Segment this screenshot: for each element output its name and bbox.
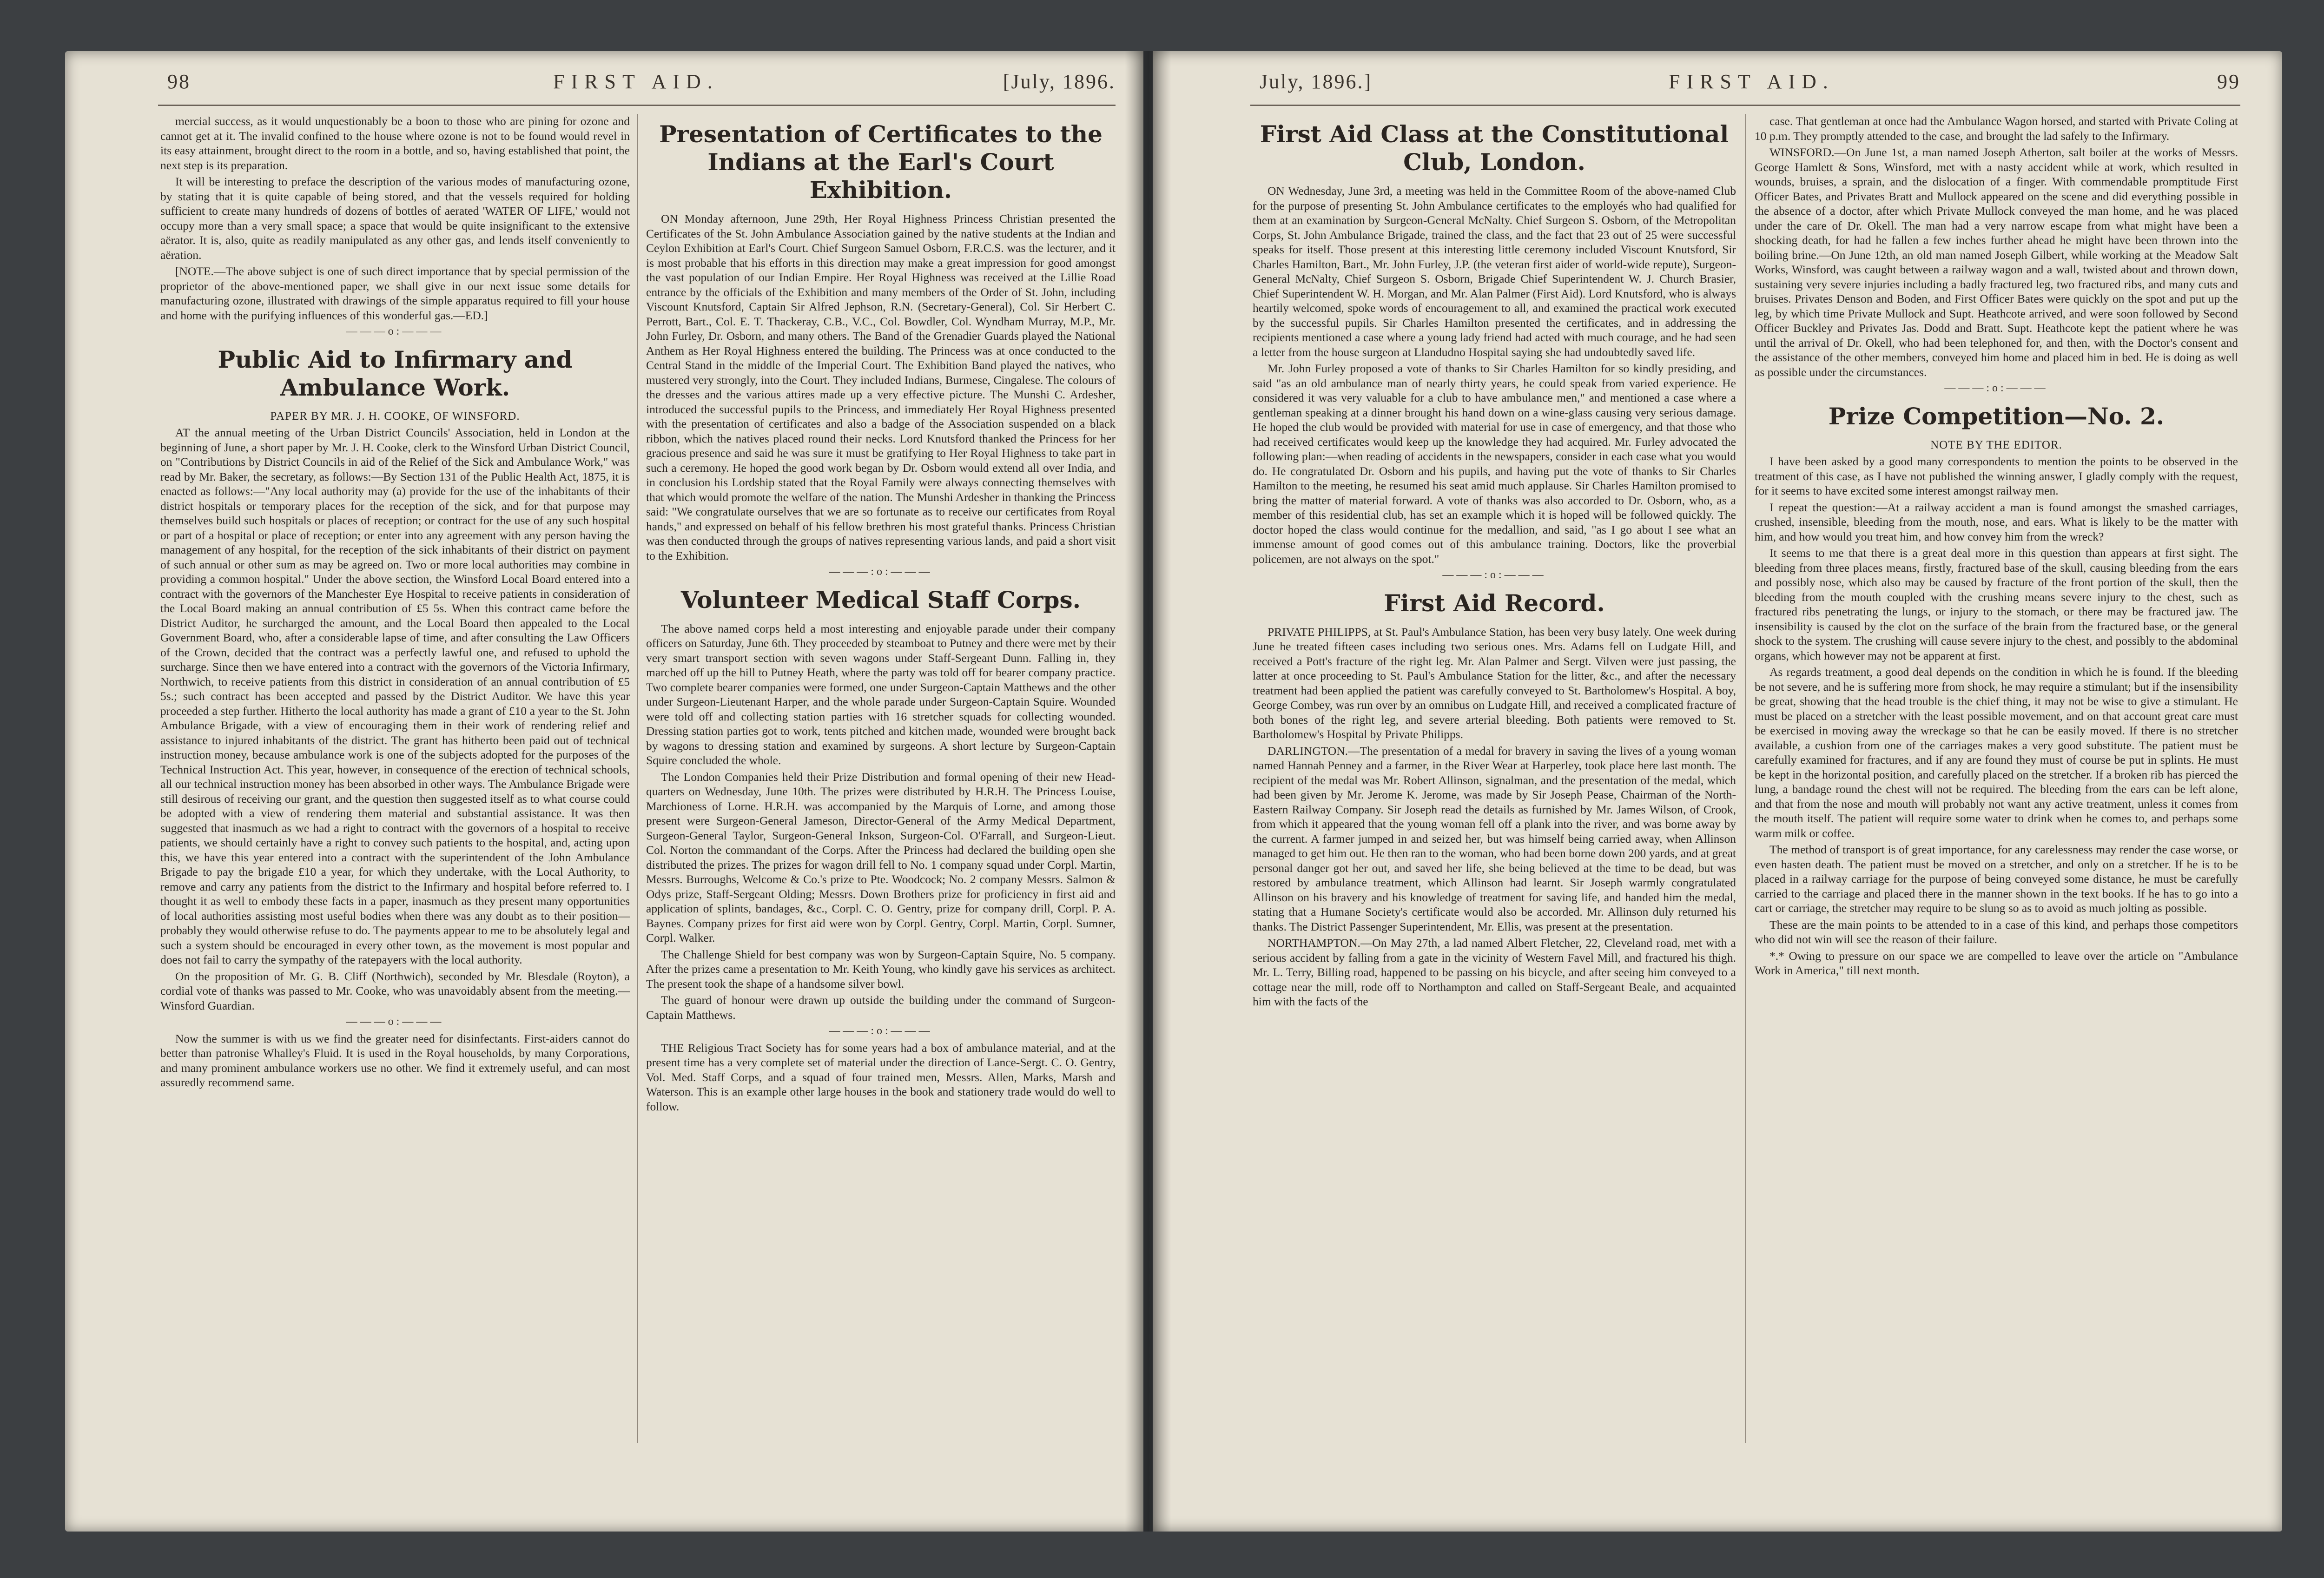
article-paragraph: mercial success, as it would unquestionably be a boon to those who are pining for ozone and cannot get at it. The invalid confined to the house where ozone is not to be found would revel in its easy attainment, brought direct to the room in a bottle, and so, having established that point, the next step is its preparation. xyxy=(160,114,630,172)
article-paragraph: It seems to me that there is a great deal more in this question than appears at first sight. The bleeding from three places means, firstly, fractured base of the skull, causing bleeding from the ears and possibly nose, which also may be caused by fracture of the front portion of the skull, then the bleeding from the mouth coupled with the crushing means severe injury to the chest, such as fractured ribs penetrating the lungs, or injury to the stomach, or there may be fractured jaw. The insensibility is caused by the clot on the surface of the brain from the fractured base, or the general shock to the system. The crushing will cause severe injury to the chest, and possibly to the abdominal organs, which however may not be apparent at first. xyxy=(1755,546,2238,662)
article-heading: Volunteer Medical Staff Corps. xyxy=(680,586,1081,614)
book-gutter xyxy=(1125,51,1171,1532)
article-paragraph: The above named corps held a most interesting and enjoyable parade under their company officers on Saturday, June 6th. They proceeded by steamboat to Putney and there were met by their very smart transport section with seven wagons under Staff-Sergeant Dunn. Falling in, they marched off up the hill to Putney Heath, where the party was told off for bearer company practice. Two complete bearer companies were formed, one under Surgeon-Captain Matthews and the other under Surgeon-Lieutenant Harper, and the whole parade under Surgeon-Captain Squire. Wounded were told off and collecting station parties with 16 stretcher squads for collecting wounded. Dressing station parties got to work, tents pitched and kitchen made, wounded were brought back by wagons to dressing station and examined by surgeons. A short lecture by Surgeon-Captain Squire concluded the whole. xyxy=(646,621,1116,767)
article-paragraph: The London Companies held their Prize Distribution and formal opening of their new Head-quarters on Wednesday, June 10th. The prizes were distributed by H.R.H. The Princess Louise, Marchioness of Lorne. H.R.H. was accompanied by the Marquis of Lorne, and among those present were Surgeon-General Jameson, Director-General of the Army Medical Department, Surgeon-General Taylor, Surgeon-General Inkson, Surgeon-Col. O'Farrall, and Surgeon-Lieut. Col. Norton the commandant of the Corps. After the Princess had declared the building open she distributed the prizes. The prizes for wagon drill fell to No. 1 company squad under Corpl. Martin, Messrs. Burroughs, Welcome & Co.'s prize to Pte. Woodcock; No. 2 company Messrs. Salmon & Odys prize, Staff-Sergeant Olding; Messrs. Down Brothers prize for proficiency in first aid and application of splints, bandages, &c., Corpl. C. O. Gentry, prize for company drill, Corpl. P. A. Baynes. Company prizes for first aid were won by Corpl. Gentry, Corpl. Martin, Corpl. Sumner, Corpl. Walker. xyxy=(646,770,1116,944)
right-page-header xyxy=(1260,70,2240,102)
article-paragraph: The guard of honour were drawn up outside the building under the command of Surgeon-Captain Matthews. xyxy=(646,993,1116,1022)
article-paragraph: As regards treatment, a good deal depends on the condition in which he is found. If the bleeding be not severe, and he is suffering more from shock, he may require a stimulant; but if the insensibility be great, showing that the head trouble is the chief thing, it may not be wise to give a stimulant. He must be placed on a stretcher with the least possible movement, and on that account great care must be exercised in moving away the wreckage so that he can be easily moved. If there is no stretcher available, a cushion from one of the carriages makes a very good substitute. The patient must be carefully examined for fractures, and if any are found they must of course be put in splints. He must be kept in the horizontal position, and carefully placed on the stretcher. If a broken rib has pierced the lung, a bandage round the chest will not be required. The bleeding from the ears can be left alone, and that from the nose and mouth will probably not want any active treatment, unless it comes from the mouth itself. The patient will require some water to drink when he comes to, and perhaps some warm milk or coffee. xyxy=(1755,665,2238,840)
page-number: 98 xyxy=(167,70,191,93)
right-column-2 xyxy=(1755,114,2238,1439)
article-paragraph: [NOTE.—The above subject is one of such direct importance that by special permission of the proprietor of the above-mentioned paper, we shall give in our next issue some details for manufacturing ozone, illustrated with drawings of the simple apparatus required to fill your house and home with the purifying influences of this wonderful gas.—ED.] xyxy=(160,264,630,322)
right-column-1 xyxy=(1253,114,1736,1439)
section-separator: ———o:——— xyxy=(346,325,444,337)
footnote: *.* Owing to pressure on our space we are compelled to leave over the article on "Ambulance Work in America," till next month. xyxy=(1755,949,2238,977)
page-number: 99 xyxy=(2217,70,2240,93)
article-paragraph: DARLINGTON.—The presentation of a medal for bravery in saving the lives of a young woman named Hannah Penney and a farmer, in the River Wear at Harperley, took place here last month. The recipient of the medal was Mr. Robert Allinson, signalman, and the presentation of the medal, which had been given by Mr. Jerome K. Jerome, was made by Sir Joseph Pease, Chairman of the North-Eastern Railway Company. Sir Joseph read the details as furnished by Mr. James Wilson, of Crook, from which it appeared that the young woman fell off a plank into the river, and was borne away by the current. A farmer jumped in and seized her, but was himself being carried away, when Allinson managed to get him out. He then ran to the woman, who had been borne down 200 yards, and at great personal danger got her out, and saved her life, she being believed at the time to be dead, but was restored by ambulance treatment, which Allinson had learnt. Sir Joseph warmly congratulated Allinson on his bravery and his knowledge of treatment for saving life, and handed him the medal, stating that a Humane Society's certificate would also be accorded. Mr. Allinson duly returned his thanks. The District Passenger Superintendent, Mr. Ellis, was present at the presentation. xyxy=(1253,744,1736,933)
section-separator: ———o:——— xyxy=(346,1016,444,1028)
issue-date: July, 1896.] xyxy=(1260,70,1373,93)
article-paragraph: ON Monday afternoon, June 29th, Her Royal Highness Princess Christian presented the Certificates of the St. John Ambulance Association gained by the native students at the Indian and Ceylon Exhibition at Earl's Court. Chief Surgeon Samuel Osborn, F.R.C.S. was the lecturer, and it is most probable that his efforts in this direction may make a great impression for good amongst the vast population of our Indian Empire. Her Royal Highness was received at the Lillie Road entrance by the officials of the Exhibition and many members of the Order of St. John, including Viscount Knutsford, Captain Sir Alfred Jephson, R.N. (Secretary-General), Col. Sir Herbert C. Perrott, Bart., Col. E. T. Thackeray, C.B., V.C., Col. Bowdler, Col. Wyndham Murray, M.P., Mr. John Furley, Dr. Osborn, and many others. The Band of the Grenadier Guards played the National Anthem as Her Royal Highness entered the building. The Princess was at once conducted to the Central Stand in the middle of the Imperial Court. The Exhibition Band played the natives, who mustered very strongly, into the Court. They included Indians, Burmese, Cingalese. The colours of the dresses and the various attires made up a very effective picture. The Munshi C. Ardesher, introduced the successful pupils to the Princess, and immediately Her Royal Highness presented with the presentation of certificates and also a badge of the Association suspended on a black ribbon, which the natives placed round their necks. Lord Knutsford thanked the Princess for her gracious presence and said he was sure it must be gratifying to Her Royal Highness to take part in such a ceremony. He hoped the good work began by Dr. Osborn would extend all over India, and in conclusion his Lordship stated that the Royal Family were always connecting themselves with that which would promote the welfare of the nation. The Munshi Ardesher in thanking the Princess said: "We congratulate ourselves that we are so fortunate as to receive our certificates from Royal hands," and expressed on behalf of his fellow brethren his most grateful thanks. Princess Christian was then conducted through the groups of natives representing various lands, and paid a short visit to the Exhibition. xyxy=(646,212,1116,562)
section-separator: ———:o:——— xyxy=(829,1025,933,1037)
section-separator: ———:o:——— xyxy=(1442,569,1546,581)
article-paragraph: On the proposition of Mr. G. B. Cliff (Northwich), seconded by Mr. Blesdale (Royton), a cordial vote of thanks was passed to Mr. Cooke, who was unavoidably absent from the meeting.—Winsford Guardian. xyxy=(160,969,630,1012)
article-paragraph: I have been asked by a good many correspondents to mention the points to be observed in the treatment of this case, as I have not published the winning answer, I gladly comply with the request, for it seems to have excited some interest amongst railway men. xyxy=(1755,455,2238,497)
article-byline: NOTE BY THE EDITOR. xyxy=(1930,438,2062,451)
article-heading: Public Aid to Infirmary and Ambulance Work. xyxy=(218,345,573,401)
article-paragraph: The method of transport is of great importance, for any carelessness may render the case worse, or even hasten death. The patient must be moved on a stretcher, and only on a stretcher. If he is to be placed in a railway carriage for the purpose of being conveyed some distance, he must be carefully carried to the carriage and placed there in the manner shown in the text books. If he has to go into a cart or carriage, the stretcher may require to be slung so as to avoid as much jolting as possible. xyxy=(1755,843,2238,915)
left-column-1 xyxy=(160,114,630,1439)
issue-date: [July, 1896. xyxy=(1003,70,1116,93)
article-paragraph: I repeat the question:—At a railway accident a man is found amongst the smashed carriages, crushed, insensible, bleeding from the mouth, nose, and ears. What is likely to be the matter with him, and how would you treat him, and how convey him from the wreck? xyxy=(1755,500,2238,543)
left-page-header xyxy=(167,70,1116,102)
article-heading: Prize Competition—No. 2. xyxy=(1828,402,2165,430)
article-paragraph: The Challenge Shield for best company was won by Surgeon-Captain Squire, No. 5 company. After the prizes came a presentation to Mr. Keith Young, who kindly gave his services as architect. The present took the shape of a handsome silver bowl. xyxy=(646,947,1116,990)
article-heading: First Aid Record. xyxy=(1384,589,1605,617)
article-paragraph: WINSFORD.—On June 1st, a man named Joseph Atherton, salt boiler at the works of Messrs. George Hamlett & Sons, Winsford, met with a nasty accident while at work, which resulted in wounds, bruises, a sprain, and the dislocation of a finger. With commendable promptitude First Officer Bates, and Privates Bratt and Mullock appeared on the scene and did everything possible in the absence of a doctor, after which Private Mullock conveyed the man home, and he was placed under the care of Dr. Okell. The man had a very narrow escape from what might have been a shocking death, for had he fallen a few inches further ahead he might have been thrown into the boiling brine.—On June 12th, an old man named Joseph Gilbert, while working at the Meadow Salt Works, Winsford, was caught between a railway wagon and a wall, twisted about and thrown down, sustaining very severe injuries including a badly fractured leg, two fractured ribs, and many cuts and bruises. Privates Denson and Boden, and First Officer Bates were quickly on the spot and put up the leg, by which time Private Mullock and Supt. Heathcote arrived, and were soon followed by Second Officer Buckley and Privates Jas. Dodd and Bratt. Supt. Heathcote kept the patient where he was until the arrival of Dr. Okell, who had been telephoned for, and then, with the Doctor's consent and the assistance of the other members, conveyed him home and placed him in bed. He is doing as well as possible under the circumstances. xyxy=(1755,145,2238,379)
article-paragraph: case. That gentleman at once had the Ambulance Wagon horsed, and started with Private Coling at 10 p.m. They promptly attended to the case, and brought the lad safely to the Infirmary. xyxy=(1755,114,2238,143)
article-paragraph: These are the main points to be attended to in a case of this kind, and perhaps those competitors who did not win will see the reason of their failure. xyxy=(1755,918,2238,946)
article-paragraph: Mr. John Furley proposed a vote of thanks to Sir Charles Hamilton for so kindly presiding, and said "as an old ambulance man of nearly thirty years, he could speak from varied experience. He considered it was very valuable for a club to have ambulance men," and mentioned a case where a gentleman speaking at a dinner brought his hand down on a wine-glass causing very serious damage. He hoped the club would be provided with material for use in case of emergency, and that those who had received certificates would keep up the knowledge they had acquired. Mr. Furley advocated the following plan:—when reading of accidents in the newspapers, consider in each case what you would do. He congratulated Dr. Osborn and his pupils, and having put the vote of thanks to Sir Charles Hamilton to the meeting, he resumed his seat amid much applause. Sir Charles Hamilton promised to bring the matter of material forward. A vote of thanks was also accorded to Dr. Osborn, who, as a member of this residential club, has set an example which it is hoped will be followed quickly. The doctor hoped the class would continue for the medallion, and said, "as I go about I see what an immense amount of good comes out of this ambulance training. Doctors, like the proverbial policemen, are not always on the spot." xyxy=(1253,362,1736,566)
column-divider xyxy=(1745,114,1746,1443)
column-divider xyxy=(637,114,638,1443)
article-paragraph: AT the annual meeting of the Urban District Councils' Association, held in London at the beginning of June, a short paper by Mr. J. H. Cooke, clerk to the Winsford Urban District Council, on "Contributions by District Councils in aid of the Relief of the Sick and Ambulance Work," was read by Mr. Baker, the secretary, as follows:—By Section 131 of the Public Health Act, 1875, it is enacted as follows:—"Any local authority may (a) provide for the use of the inhabitants of their district hospitals or temporary places for the reception of the sick, and for that purpose may themselves build such hospitals or places of reception; or contract for the use of any such hospital or part of a hospital or place of reception; or enter into any agreement with any person having the management of any hospital, for the reception of the sick inhabitants of their district on payment of such annual or other sum as may be agreed on. Two or more local authorities may combine in providing a common hospital." Under the above section, the Winsford Local Board entered into a contract with the governors of the Manchester Eye Hospital to receive patients in consideration of the Local Board making an annual contribution of £5 5s. When this contract came before the District Auditor, he surcharged the amount, and the Local Board then appealed to the Local Government Board, who, after a considerable lapse of time, and after consulting the Law Officers of the Crown, decided that the contract was a perfectly lawful one, and refused to uphold the surcharge. Since then we have entered into a contract with the governors of the Victoria Infirmary, Northwich, to receive patients from this district in consideration of an annual contribution of £5 5s.; such contract has been accepted and passed by the District Auditor. We have this year proceeded a step further. Hitherto the local authority has made a grant of £10 a year to the St. John Ambulance Brigade, with a view of encouraging them in their work of rendering relief and assistance to injured inhabitants of the district. The grant has hitherto been paid out of technical instruction money, because ambulance work is one of the subjects adopted for the purposes of the Technical Instruction Act. This year, however, in consequence of the erection of technical schools, all our technical instruction money has been absorbed in other ways. The Ambulance Brigade were still desirous of receiving our grant, and the question then suggested itself as to what course could be adopted with a view of rendering them material and substantial assistance. It was then suggested that inasmuch as we had a right to contract with the governors of a hospital to receive patients, we should certainly have a right to convey such patients to the hospital, and, acting upon this, we have this year entered into a contract with the superintendent of the John Ambulance Brigade to pay the brigade £10 a year, for which they undertake, with the Local Authority, to remove and carry any patients from the district to the Infirmary and hospital before referred to. I thought it as well to embody these facts in a paper, inasmuch as they present many opportunities of local authorities assisting most useful bodies when there was any doubt as to their position—probably they would otherwise refuse to do. The payments appear to me to be absolutely legal and such a system should be encouraged in every other town, as the movement is most popular and does not fail to carry the sympathy of the ratepayers with the local authority. xyxy=(160,426,630,966)
article-heading: First Aid Class at the Constitutional Club, London. xyxy=(1260,120,1729,176)
journal-title: FIRST AID. xyxy=(1669,70,1835,93)
header-rule xyxy=(1250,105,2240,106)
article-byline: PAPER BY MR. J. H. COOKE, OF WINSFORD. xyxy=(270,409,520,423)
article-paragraph: THE Religious Tract Society has for some years had a box of ambulance material, and at the present time has a very complete set of material under the direction of Lance-Sergt. C. O. Gentry, Vol. Med. Staff Corps, and a squad of four trained men, Messrs. Allen, Marks, Marsh and Waterson. This is an example other large houses in the book and stationery trade would do well to follow. xyxy=(646,1041,1116,1113)
article-paragraph: PRIVATE PHILIPPS, at St. Paul's Ambulance Station, has been very busy lately. One week during June he treated fifteen cases including two serious ones. Mrs. Adams fell on Ludgate Hill, and received a Pott's fracture of the right leg. Mr. Alan Palmer and Sergt. Vilven were just passing, the latter at once proceeding to St. Paul's Ambulance Station for the litter, &c., and after the necessary treatment had been applied the patient was carefully conveyed to St. Bartholomew's Hospital. A boy, George Combey, was run over by an omnibus on Ludgate Hill, and received a complicated fracture of both bones of the right leg, and severe arterial bleeding. Both patients were removed to St. Bartholomew's Hospital by Private Philipps. xyxy=(1253,625,1736,741)
article-paragraph: NORTHAMPTON.—On May 27th, a lad named Albert Fletcher, 22, Cleveland road, met with a serious accident by falling from a gate in the vicinity of Western Favel Mill, and fractured his thigh. Mr. L. Terry, Billing road, happened to be passing on his bicycle, and after seeing him conveyed to a cottage near the mill, rode off to Northampton and called on Staff-Sergeant Beale, and acquainted him with the facts of the xyxy=(1253,936,1736,1008)
journal-title: FIRST AID. xyxy=(553,70,719,93)
article-paragraph: ON Wednesday, June 3rd, a meeting was held in the Committee Room of the above-named Club for the purpose of presenting St. John Ambulance certificates to the employés who had qualified for them at an examination by Surgeon-General McNalty. Chief Surgeon S. Osborn, of the Metropolitan Corps, St. John Ambulance Brigade, trained the class, and the fact that 23 out of 25 were successful speaks for itself. Those present at this interesting little ceremony included Viscount Knutsford, Sir Charles Hamilton, Bart., Mr. John Furley, J.P. (the veteran first aider of world-wide repute), Surgeon-General McNalty, Chief Surgeon S. Osborn, Brigade Chief Superintendent W. J. Church Brasier, Chief Superintendent W. H. Morgan, and Mr. Alan Palmer (First Aid). Lord Knutsford, who is always heartily welcomed, spoke words of encouragement to all, and examined the practical work executed by the successful pupils. Sir Charles Hamilton presented the certificates, and in addressing the recipients mentioned a case where a young lady friend had acted with much courage, and he had seen a letter from the house surgeon at Llandudno Hospital saying she had undoubtedly saved life. xyxy=(1253,184,1736,359)
header-rule xyxy=(158,105,1116,106)
article-paragraph: It will be interesting to preface the description of the various modes of manufacturing ozone, by stating that it is quite capable of being stored, and that the vessels required for holding sufficient to create many hundreds of dozens of bottles of aerated 'WATER OF LIFE,' would not occupy more than a very small space; a space that would be quite insignificant to the extensive aërator. It is, also, quite as readily manipulated as any other gas, and lends itself conveniently to aëration. xyxy=(160,175,630,262)
section-separator: ———:o:——— xyxy=(1944,382,2048,394)
left-column-2 xyxy=(646,114,1116,1439)
section-separator: ———:o:——— xyxy=(829,566,933,578)
article-heading: Presentation of Certificates to the Indians at the Earl's Court Exhibition. xyxy=(659,120,1103,204)
article-paragraph: Now the summer is with us we find the greater need for disinfectants. First-aiders cannot do better than patronise Whalley's Fluid. It is used in the Royal households, by many Corporations, and many prominent ambulance workers use no other. We find it extremely useful, and can most assuredly recommend same. xyxy=(160,1031,630,1089)
